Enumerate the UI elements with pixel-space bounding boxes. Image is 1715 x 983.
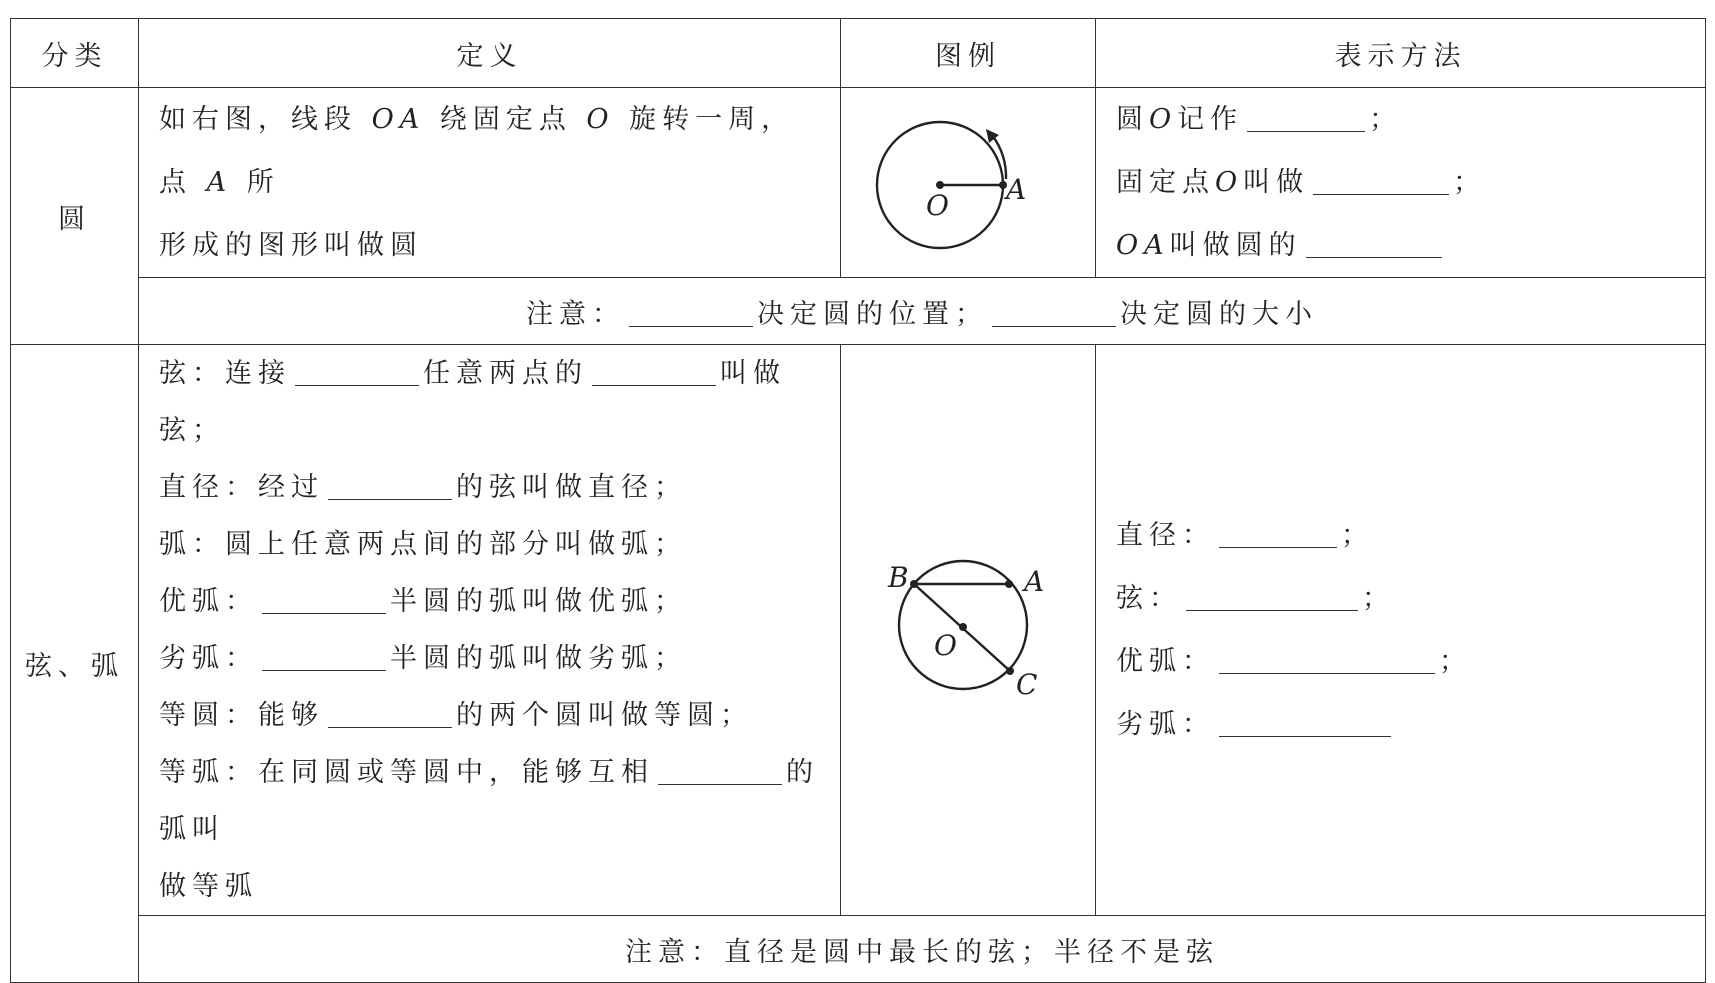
blank-radius-name[interactable] [1306,223,1442,258]
rep-text: 固定点 [1116,167,1215,198]
blank-circle-notation[interactable] [1247,97,1365,132]
def-major-arc [159,573,824,630]
concept-table-sheet [10,18,1705,968]
rep-text: ； [1341,520,1374,551]
blank-rep-minor-arc[interactable] [1219,702,1391,737]
blank-minor-arc[interactable] [262,636,386,671]
circle-note [139,278,1706,345]
circle-definition [139,88,841,278]
label-o: O [934,628,963,662]
blank-equal-circles[interactable] [328,693,452,728]
rep-diameter [1116,504,1705,567]
rep-line-notation [1116,88,1705,151]
def-text: 任意两点的 [423,358,588,389]
blank-size[interactable] [992,292,1116,327]
circle-category: 圆 [11,88,139,345]
point-o: O [586,104,615,135]
label-c: C [1016,667,1044,701]
def-text: 弦：连接 [159,358,291,389]
def-text: 绕固定点 [439,104,572,135]
point-o: O [1215,167,1244,198]
def-minor-arc [159,630,824,687]
rep-text: 叫做圆的 [1169,230,1302,261]
header-definition: 定义 [139,19,841,88]
chord-representation [1096,345,1706,916]
header-row [11,19,1706,88]
blank-center-name[interactable] [1313,160,1449,195]
circle-note-row [11,278,1706,345]
def-equal-arcs [159,744,824,858]
def-text: 的弧叫 [159,757,819,845]
circle-def-line-1 [159,88,824,214]
blank-major-arc[interactable] [262,579,386,614]
rep-text: 弦： [1116,583,1182,614]
circle-concept-table [10,18,1706,983]
def-text: 半圆的弧叫做优弧； [390,586,687,617]
label-a: A [1006,173,1033,206]
note-text: 决定圆的位置； [757,298,988,330]
rep-text: 记作 [1177,104,1244,135]
def-arc: 弧：圆上任意两点间的部分叫做弧； [159,529,687,560]
blank-chord-1[interactable] [295,351,419,386]
circle-figure-cell [841,88,1096,278]
point-a: A [206,167,233,198]
def-chord [159,345,824,459]
header-representation: 表示方法 [1096,19,1706,88]
segment-oa: OA [1116,230,1170,261]
def-text: 优弧： [159,586,258,617]
rep-text: 圆 [1116,104,1149,135]
blank-equal-arcs[interactable] [658,750,782,785]
rep-text: ； [1362,583,1395,614]
def-text: 的弦叫做直径； [456,472,687,503]
header-category: 分类 [11,19,139,88]
def-text: 如右图，线段 [159,104,357,135]
label-a: A [1024,564,1051,598]
rep-text: ； [1369,104,1403,135]
blank-diameter[interactable] [328,465,452,500]
rep-text: 劣弧： [1116,709,1215,740]
rep-minor-arc [1116,693,1705,756]
def-diameter [159,459,824,516]
def-text: 半圆的弧叫做劣弧； [390,643,687,674]
def-text: 所 [246,167,280,198]
rep-line-radius [1116,214,1705,277]
rep-major-arc [1116,630,1705,693]
rep-text: 优弧： [1116,646,1215,677]
note-text: 注意： [526,298,625,330]
rep-text: 直径： [1116,520,1215,551]
blank-rep-diameter[interactable] [1219,513,1337,548]
def-text: 等圆：能够 [159,700,324,731]
def-text: 劣弧： [159,643,258,674]
blank-rep-major-arc[interactable] [1219,639,1435,674]
rep-line-center [1116,151,1705,214]
circle-row [11,88,1706,278]
blank-chord-2[interactable] [592,351,716,386]
label-o: O [926,189,955,222]
def-text: 直径：经过 [159,472,324,503]
def-text: 的两个圆叫做等圆； [456,700,753,731]
chord-arc-figure [868,547,1068,707]
blank-rep-chord[interactable] [1186,576,1358,611]
chord-figure-cell [841,345,1096,916]
def-text: 叫做弦； [159,358,786,446]
rep-text: ； [1453,167,1487,198]
def-text: 旋转一周，点 [159,104,795,198]
def-text: 等弧：在同圆或等圆中，能够互相 [159,757,654,788]
rep-chord [1116,567,1705,630]
def-equal-circles [159,687,824,744]
point-a-dot [1005,580,1013,588]
circle-def-line-2: 形成的图形叫做圆 [159,230,423,261]
header-figure: 图例 [841,19,1096,88]
chord-note-row [11,916,1706,983]
center-point [936,181,944,189]
point-o: O [1149,104,1178,135]
chord-category: 弦、弧 [11,345,139,983]
blank-position[interactable] [629,292,753,327]
label-b: B [888,560,915,594]
rep-text: 叫做 [1243,167,1310,198]
rep-text: ； [1439,646,1472,677]
circle-representation [1096,88,1706,278]
point-c-dot [1006,667,1014,675]
rotation-arrow-arc [992,135,1006,179]
chord-row [11,345,1706,916]
chord-definition [139,345,841,916]
note-text: 决定圆的大小 [1120,298,1318,330]
chord-note: 注意：直径是圆中最长的弦；半径不是弦 [139,916,1706,983]
def-equal-arcs-cont: 做等弧 [159,871,258,902]
segment-oa: OA [371,104,426,135]
circle-rotation-figure [868,99,1068,259]
